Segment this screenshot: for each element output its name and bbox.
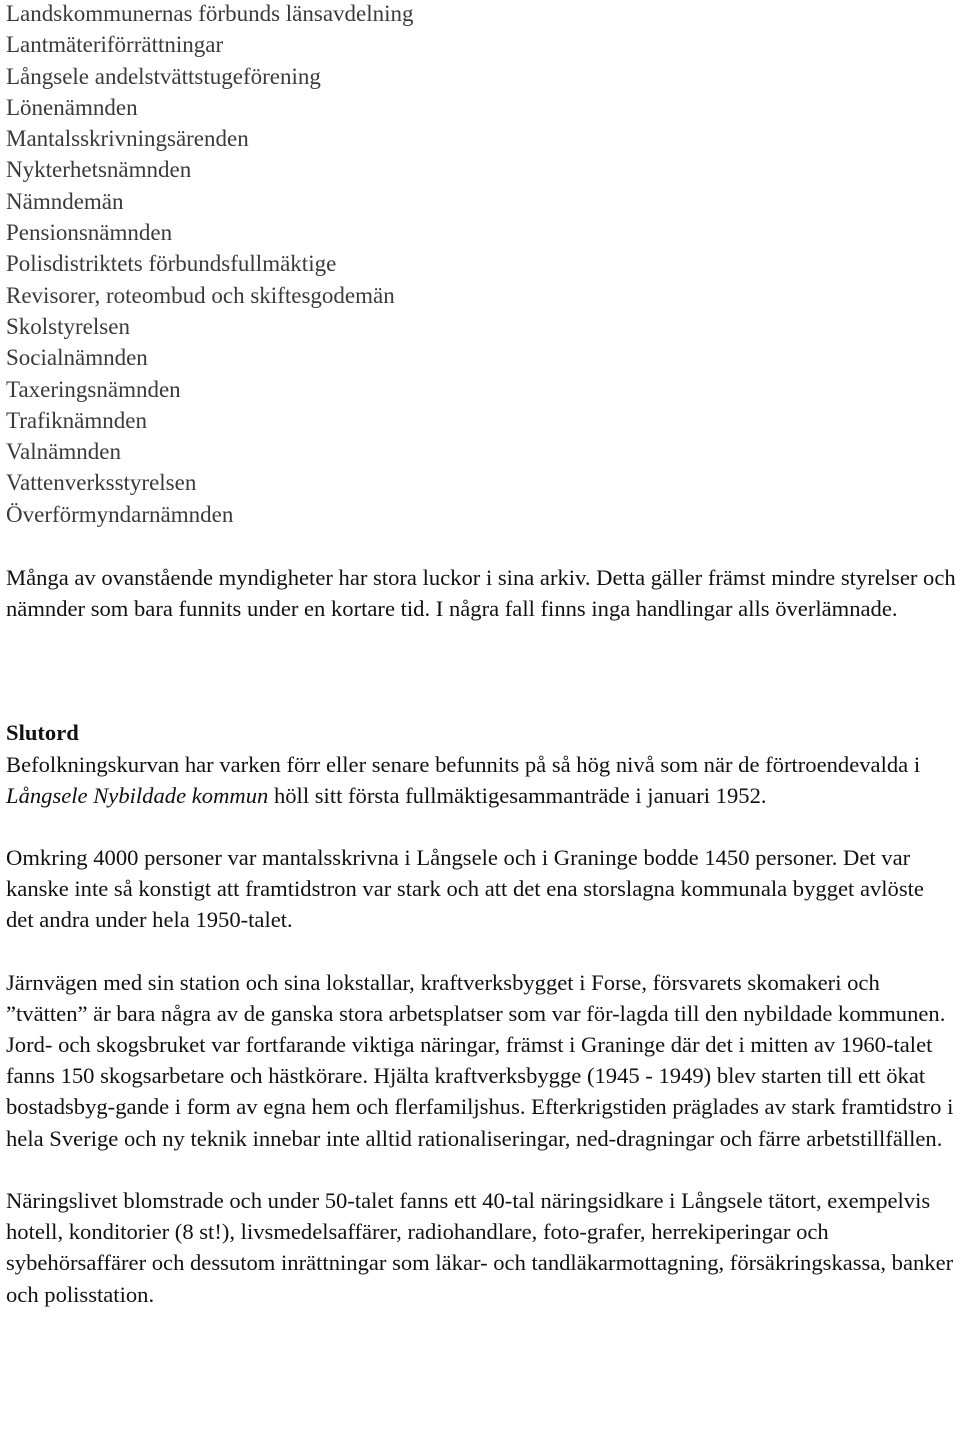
list-item: Mantalsskrivningsärenden: [6, 126, 249, 152]
document-page: [6, 0, 956, 1310]
list-item: Nykterhetsnämnden: [6, 157, 192, 183]
section-heading: Slutord: [6, 720, 79, 746]
list-item: Nämndemän: [6, 188, 124, 214]
paragraph-text: höll sitt första fullmäktigesammanträde i januari 1952.: [268, 782, 767, 808]
list-item: Skolstyrelsen: [6, 313, 130, 339]
paragraph-residents: Omkring 4000 personer var mantalsskrivna i Långsele och i Graninge bodde 1450 personer. Det var kanske inte så konstigt att framtidstron var stark och att det ena storslagna kommunala bygget avlöste det andra under hela 1950-talet.: [6, 845, 924, 933]
authority-list: [6, 0, 956, 530]
archive-gaps-note: Många av ovanstående myndigheter har stora luckor i sina arkiv. Detta gäller främst mindre styrelser och nämnder som bara funnits under en kortare tid. I några fall finns inga handlingar alls överlämnade.: [6, 565, 956, 622]
list-item: Valnämnden: [6, 439, 121, 465]
list-item: Överförmyndarnämnden: [6, 501, 234, 527]
paragraph-workplaces: Järnvägen med sin station och sina lokstallar, kraftverksbygget i Forse, försvarets skomakeri och ”tvätten” är bara några av de ganska stora arbetsplatser som var för-lagda till den nybildade kommunen. Jord- och skogsbruket var fortfarande viktiga näringar, främst i Graninge där det i mitten av 1960-talet fanns 150 skogsarbetare och hästkörare. Hjälta kraftverksbygge (1945 - 1949) blev starten till ett ökat bostadsbyg-gande i form av egna hem och flerfamiljshus. Efterkrigstiden präglades av stark framtidstro i hela Sverige och ny teknik innebar inte alltid rationaliseringar, ned-dragningar och färre arbetstillfällen.: [6, 969, 954, 1151]
list-item: Polisdistriktets förbundsfullmäktige: [6, 251, 337, 277]
list-item: Lönenämnden: [6, 94, 138, 120]
list-item: Lantmäteriförrättningar: [6, 32, 224, 58]
list-item: Taxeringsnämnden: [6, 376, 181, 402]
list-item: Pensionsnämnden: [6, 220, 173, 246]
list-item: Socialnämnden: [6, 345, 148, 371]
paragraph-business: Näringslivet blomstrade och under 50-talet fanns ett 40-tal näringsidkare i Långsele tätort, exempelvis hotell, konditorier (8 st!), livsmedelsaffärer, radiohandlare, foto-grafer, herrekiperingar och sybehörsaffärer och dessutom inrättningar som läkar- och tandläkarmottagning, försäkringskassa, banker och polisstation.: [6, 1187, 954, 1307]
list-item: Vattenverksstyrelsen: [6, 470, 197, 496]
municipality-name: Långsele Nybildade kommun: [6, 782, 269, 808]
list-item: Revisorer, roteombud och skiftesgodemän: [6, 282, 395, 308]
paragraph-text: Befolkningskurvan har varken förr eller senare befunnits på så hög nivå som när de förtroendevalda i: [6, 751, 921, 777]
list-item: Långsele andelstvättstugeförening: [6, 63, 321, 89]
list-item: Landskommunernas förbunds länsavdelning: [6, 1, 414, 26]
list-item: Trafiknämnden: [6, 407, 147, 433]
paragraph-population: [6, 749, 956, 811]
